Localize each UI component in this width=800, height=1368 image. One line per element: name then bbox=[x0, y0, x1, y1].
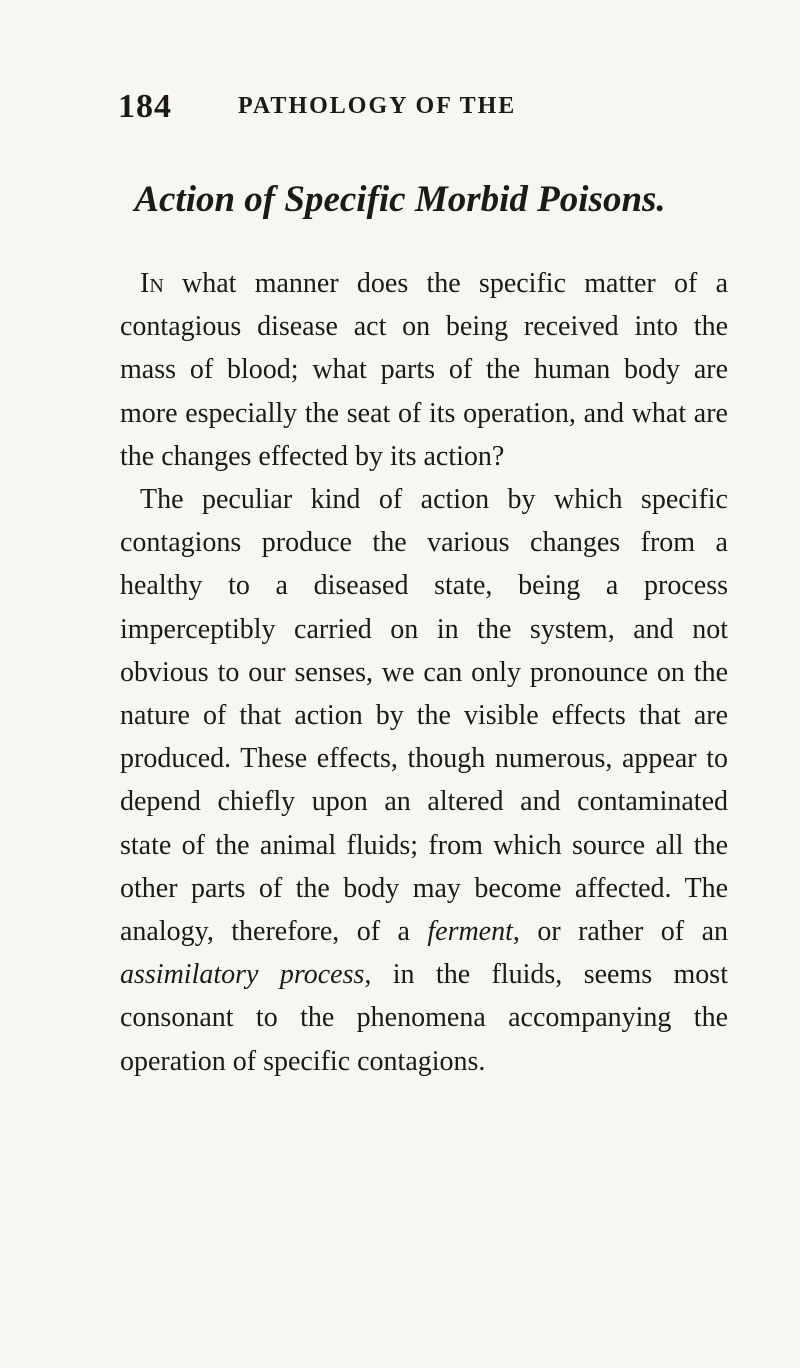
paragraph-text-part: The peculiar kind of action by which specific contagions produce the various changes from a healthy to a diseased state, being a process imperceptibly carried on in the system, and not obvious to our senses, we can only pronounce on the nature of that action by the visible effects that are produced. These effects, though numerous, appear to depend chiefly upon an altered and contaminated state of the animal fluids; from which source all the other parts of the body may become affected. The analogy, therefore, of a bbox=[120, 484, 728, 948]
paragraph-text-part: , in the fluids, seems most consonant to the phenomena accompanying the operation of specific contagions. bbox=[120, 959, 728, 1077]
paragraph-opening-word: In bbox=[140, 268, 164, 299]
page-number: 184 bbox=[118, 88, 172, 125]
running-head: PATHOLOGY OF THE bbox=[238, 93, 517, 119]
emphasis-assimilatory-process: assimilatory process bbox=[120, 959, 365, 991]
paragraph-question bbox=[120, 262, 728, 478]
paragraph-text: what manner does the specific matter of a contagious disease act on being received into the mass of blood; what parts of the human body are more especially the seat of its operation, and what are the changes effected by its action? bbox=[120, 268, 728, 472]
paragraph-answer bbox=[120, 478, 728, 1083]
page-header bbox=[118, 88, 678, 128]
body-text bbox=[120, 262, 728, 1083]
section-title: Action of Specific Morbid Poisons. bbox=[134, 179, 666, 220]
emphasis-ferment: ferment bbox=[427, 916, 513, 948]
paragraph-text-part: , or rather of an bbox=[512, 916, 728, 948]
